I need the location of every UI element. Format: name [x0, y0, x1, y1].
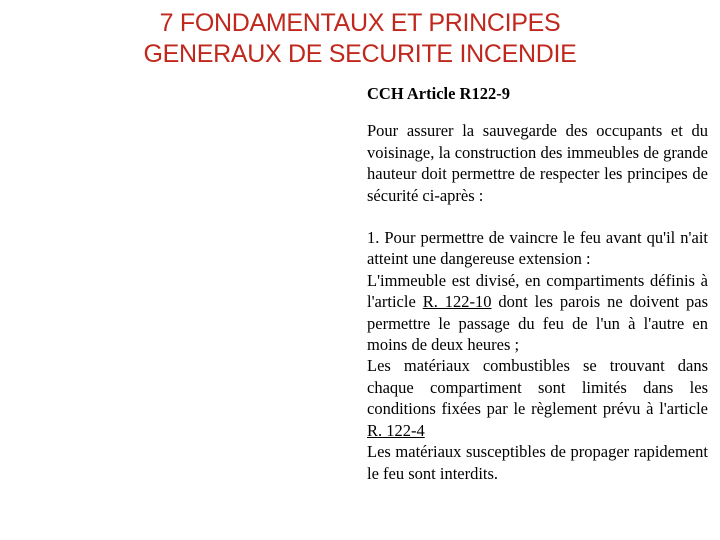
article-link-r122-10[interactable]: R. 122-10	[422, 292, 492, 312]
point-1-item-3: Les matériaux susceptibles de propager rapidement le feu sont interdits.	[367, 442, 708, 483]
article-body	[367, 83, 708, 484]
title-line-1: 7 FONDAMENTAUX ET PRINCIPES	[159, 9, 561, 37]
point-1-block	[367, 227, 708, 484]
item-2-text-before: Les matériaux combustibles se trouvant dans chaque compartiment sont limités dans les conditions fixées par le règlement prévu à l'article	[367, 356, 708, 419]
point-1-title: 1. Pour permettre de vaincre le feu avant qu'il n'ait atteint une dangereuse extension :	[367, 228, 708, 269]
title-line-2: GENERAUX DE SECURITE INCENDIE	[143, 40, 577, 68]
article-link-r122-4[interactable]: R. 122-4	[367, 420, 425, 440]
intro-paragraph: Pour assurer la sauvegarde des occupants et du voisinage, la construction des immeubles de grande hauteur doit permettre de respecter les principes de sécurité ci-après :	[367, 121, 708, 205]
page-title	[0, 8, 720, 70]
article-heading: CCH Article R122-9	[367, 84, 510, 103]
point-1-item-2	[367, 355, 708, 441]
item-1-text-before: L'immeuble est divisé, en compartiments définis à l'article	[367, 270, 708, 312]
point-1-item-1	[367, 270, 708, 356]
item-1-text-after: dont les parois ne doivent pas permettre le passage du feu de l'un à l'autre en moins de deux heures ;	[367, 292, 709, 355]
